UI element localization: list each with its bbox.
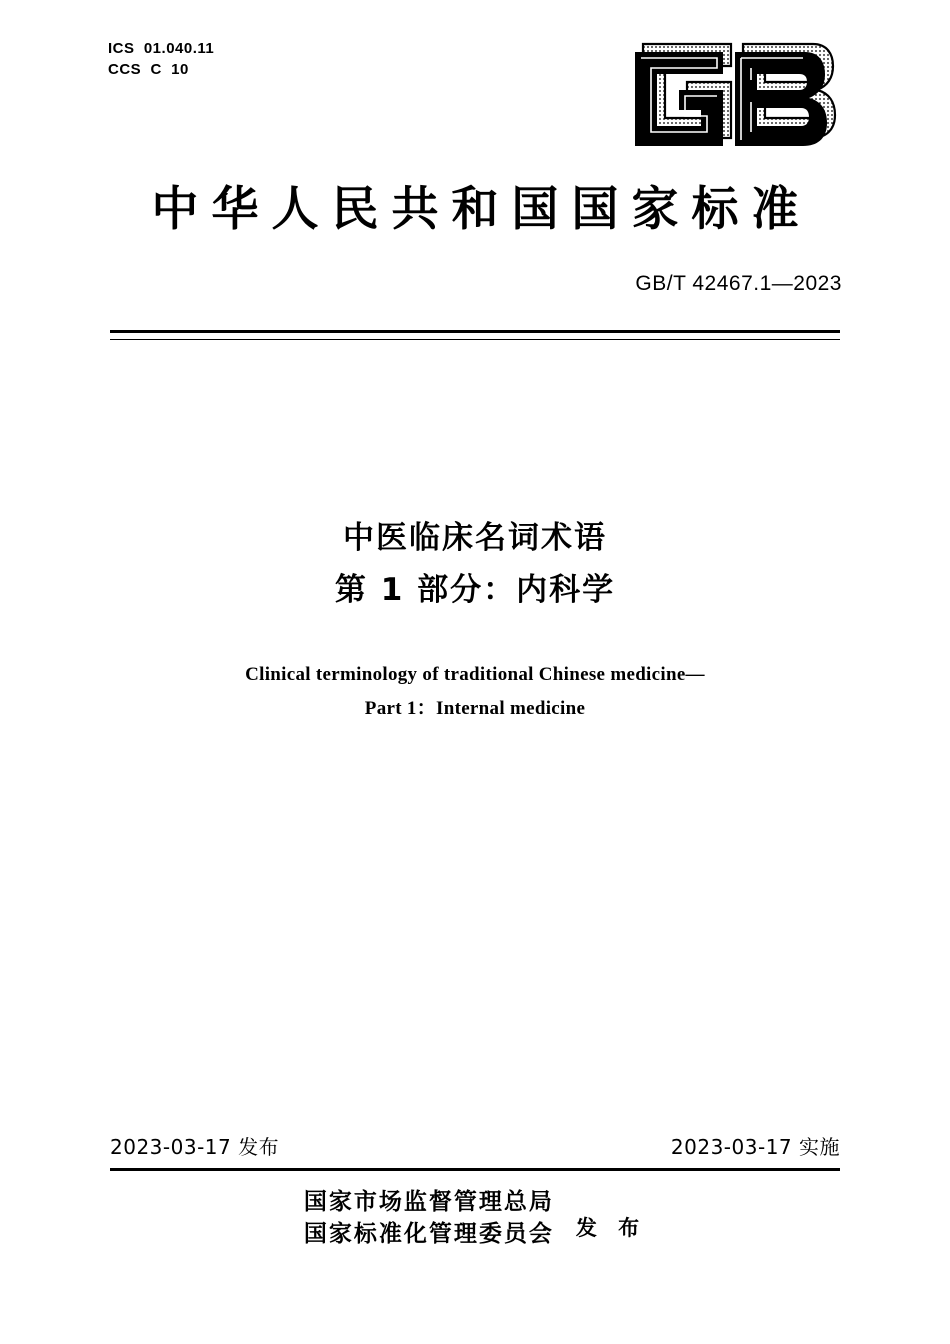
document-title-cn-line1: 中医临床名词术语	[343, 520, 607, 556]
gb-emblem-icon	[627, 30, 842, 155]
footer-divider	[110, 1168, 840, 1171]
classification-codes	[108, 38, 214, 80]
issuing-organizations	[0, 1186, 950, 1250]
document-title-en-line1: Clinical terminology of traditional Chinese medicine—	[245, 664, 705, 685]
header-divider-thick	[110, 330, 840, 333]
issuer-line-2: 国家标准化管理委员会	[303, 1221, 554, 1247]
header-divider-thin	[110, 339, 840, 340]
implement-date: 2023-03-17 实施	[670, 1135, 840, 1159]
ics-code: ICS 01.040.11	[108, 40, 215, 57]
ccs-code: CCS C 10	[108, 61, 189, 78]
issuer-names	[304, 1186, 554, 1250]
document-title-cn-line2: 第 1 部分：内科学	[334, 572, 616, 608]
issue-verb: 发 布	[575, 1216, 647, 1240]
document-title-en-line2: Part 1：Internal medicine	[364, 698, 586, 719]
document-title-cn	[0, 512, 950, 616]
page-title: 中华人民共和国国家标准	[151, 182, 812, 237]
publish-date: 2023-03-17 发布	[110, 1135, 280, 1159]
standard-number: GB/T 42467.1—2023	[635, 272, 842, 295]
document-title-en	[0, 658, 950, 726]
issuer-line-1: 国家市场监督管理总局	[303, 1189, 554, 1215]
